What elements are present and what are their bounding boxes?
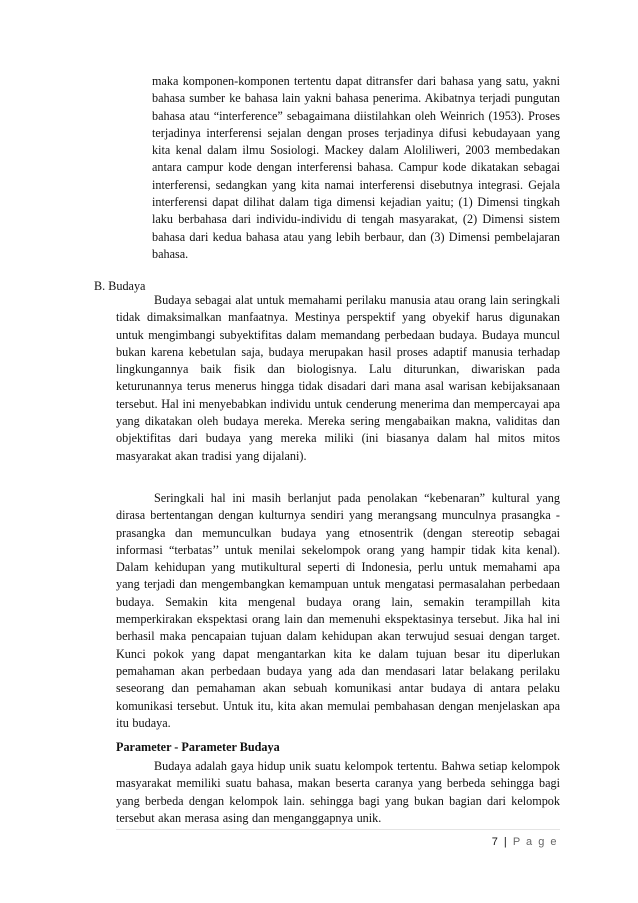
section-b-paragraph-2: Seringkali hal ini masih berlanjut pada penolakan “kebenaran” kultural yang dirasa bertentangan dengan kulturnya sendiri yang merangsang munculnya prasangka - prasangka dan memunculkan budaya yang etnosentrik (dengan stereotip sebagai informasi “terbatas’’ untuk menilai sekelompok orang yang hampir tidak kita kenal). Dalam kehidupan yang mutikultural seperti di Indonesia, perlu untuk memahami apa yang terjadi dan mengembangkan kemampuan untuk mengatasi permasalahan perbedaan budaya. Semakin kita mengenal budaya orang lain, semakin terampillah kita memperkirakan ekspektasi orang lain dan memenuhi ekspektasinya tersebut. Jika hal ini berhasil maka pencapaian tujuan dalam kehidupan akan terwujud sesuai dengan target. Kunci pokok yang dapat mengantarkan kita ke dalam tujuan besar itu diperlukan pemahaman akan perbedaan budaya yang ada dan mendasari latar belakang perilaku seseorang dan pemahaman akan sebuah komunikasi antar budaya di antara pelaku komunikasi tersebut. Untuk itu, kita akan memulai pembahasan dengan menjelaskan apa itu budaya. xyxy=(116,491,560,730)
page-label: P a g e xyxy=(512,836,558,848)
footer-divider xyxy=(116,829,560,830)
page-number: 7 xyxy=(491,836,500,848)
parameter-paragraph: Budaya adalah gaya hidup unik suatu kelompok tertentu. Bahwa setiap kelompok masyarakat memiliki suatu bahasa, makan beserta caranya yang berbeda sehingga bagi yang berbeda dengan kelompok lain. sehingga bagi yang bukan bagian dari kelompok tersebut akan merasa asing dan menganggapnya unik. xyxy=(116,759,560,825)
footer-separator: | xyxy=(503,836,509,848)
quote-paragraph: maka komponen-komponen tertentu dapat ditransfer dari bahasa yang satu, yakni bahasa sumber ke bahasa lain yakni bahasa penerima. Akibatnya terjadi pungutan bahasa atau “interference” sebagaimana diistilahkan oleh Weinrich (1953). Proses terjadinya interferensi sejalan dengan proses terjadinya difusi kebudayaan yang kita kenal dalam ilmu Sosiologi. Mackey dalam Aloliliweri, 2003 membedakan antara campur kode dengan interferensi bahasa. Campur kode dikatakan sebagai interferensi, sedangkan yang kita namai interferensi disebutnya integrasi. Gejala interferensi dapat dilihat dalam tiga dimensi kejadian yaitu; (1) Dimensi tingkah laku berbahasa dari individu-individu di tengah masyarakat, (2) Dimensi sistem bahasa dari kedua bahasa atau yang lebih berbaur, dan (3) Dimensi pembelajaran bahasa. xyxy=(152,74,560,261)
page-footer xyxy=(492,835,558,849)
section-b-paragraph-1: Budaya sebagai alat untuk memahami perilaku manusia atau orang lain seringkali tidak dimaksimalkan manfaatnya. Mestinya perspektif yang obyekif harus digunakan untuk mengimbangi subyektifitas dalam memandang perbedaan budaya. Budaya muncul bukan karena kebetulan saja, budaya merupakan hasil proses adaptif manusia terhadap lingkungannya baik fisik dan biologisnya. Lalu diturunkan, diwariskan pada keturunannya terus menerus hingga tidak disadari dari mana asal warisan kebijaksanaan tersebut. Hal ini menyebabkan individu untuk cenderung menerima dan mempercayai apa yang dikatakan oleh budaya mereka. Mereka sering mengabaikan makna, validitas dan objektifitas dari budaya yang mereka miliki (ini biasanya dalam hal mitos mitos masyarakat akan tradisi yang dijalani). xyxy=(116,293,560,463)
section-b-heading: B. Budaya xyxy=(94,279,146,293)
parameter-heading: Parameter - Parameter Budaya xyxy=(116,740,280,754)
